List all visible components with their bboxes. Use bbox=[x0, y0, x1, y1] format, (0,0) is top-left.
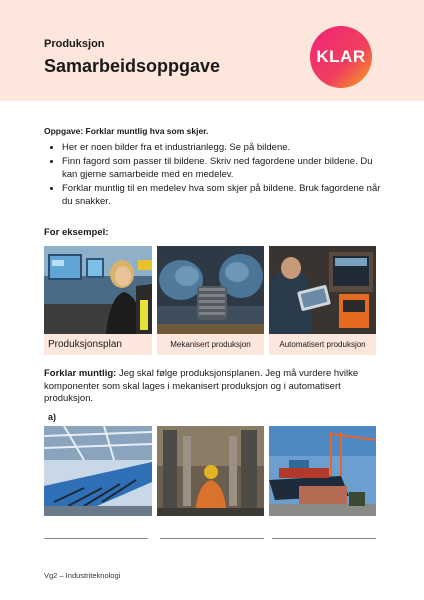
control-room-photo bbox=[44, 246, 152, 334]
footer-text: Vg2 – Industriteknologi bbox=[44, 571, 121, 580]
exercise-label: a) bbox=[48, 412, 57, 422]
caption-automatisert: Automatisert produksjon bbox=[269, 334, 376, 355]
explain-paragraph bbox=[44, 368, 380, 406]
caption-produksjonsplan: Produksjonsplan bbox=[44, 334, 152, 355]
list-item: • Finn fagord som passer til bildene. Skriv ned fagordene under bildene. Du kan gjerne samarbeide med en medelev. bbox=[62, 155, 382, 181]
task-heading: Oppgave: Forklar muntlig hva som skjer. bbox=[44, 126, 209, 136]
conveyor-photo bbox=[44, 426, 152, 516]
page-title: Samarbeidsoppgave bbox=[44, 56, 221, 76]
answer-line-1[interactable] bbox=[44, 538, 148, 539]
header-band bbox=[0, 0, 424, 101]
explain-text: Jeg skal følge produksjonsplanen. Jeg må vurdere hvilke komponenter som skal lages i mekanisert produksjon og i automatisert produksjon. bbox=[44, 368, 359, 404]
example-heading: For eksempel: bbox=[44, 227, 109, 238]
explain-label: Forklar muntlig: bbox=[44, 368, 117, 379]
gear-gloves-photo bbox=[157, 246, 264, 334]
tablet-robot-photo bbox=[269, 246, 376, 334]
factory-worker-photo bbox=[157, 426, 264, 516]
caption-mekanisert: Mekanisert produksjon bbox=[157, 334, 264, 355]
subject-label: Produksjon bbox=[44, 38, 105, 50]
answer-line-2[interactable] bbox=[160, 538, 264, 539]
list-item: • Her er noen bilder fra et industrianlegg. Se på bildene. bbox=[62, 141, 382, 154]
logo-text: KLAR bbox=[316, 47, 366, 66]
answer-line-3[interactable] bbox=[272, 538, 376, 539]
list-item: • Forklar muntlig til en medelev hva som skjer på bildene. Bruk fagordene når du snakker. bbox=[62, 182, 382, 208]
task-list bbox=[48, 141, 382, 209]
harbour-ship-photo bbox=[269, 426, 376, 516]
